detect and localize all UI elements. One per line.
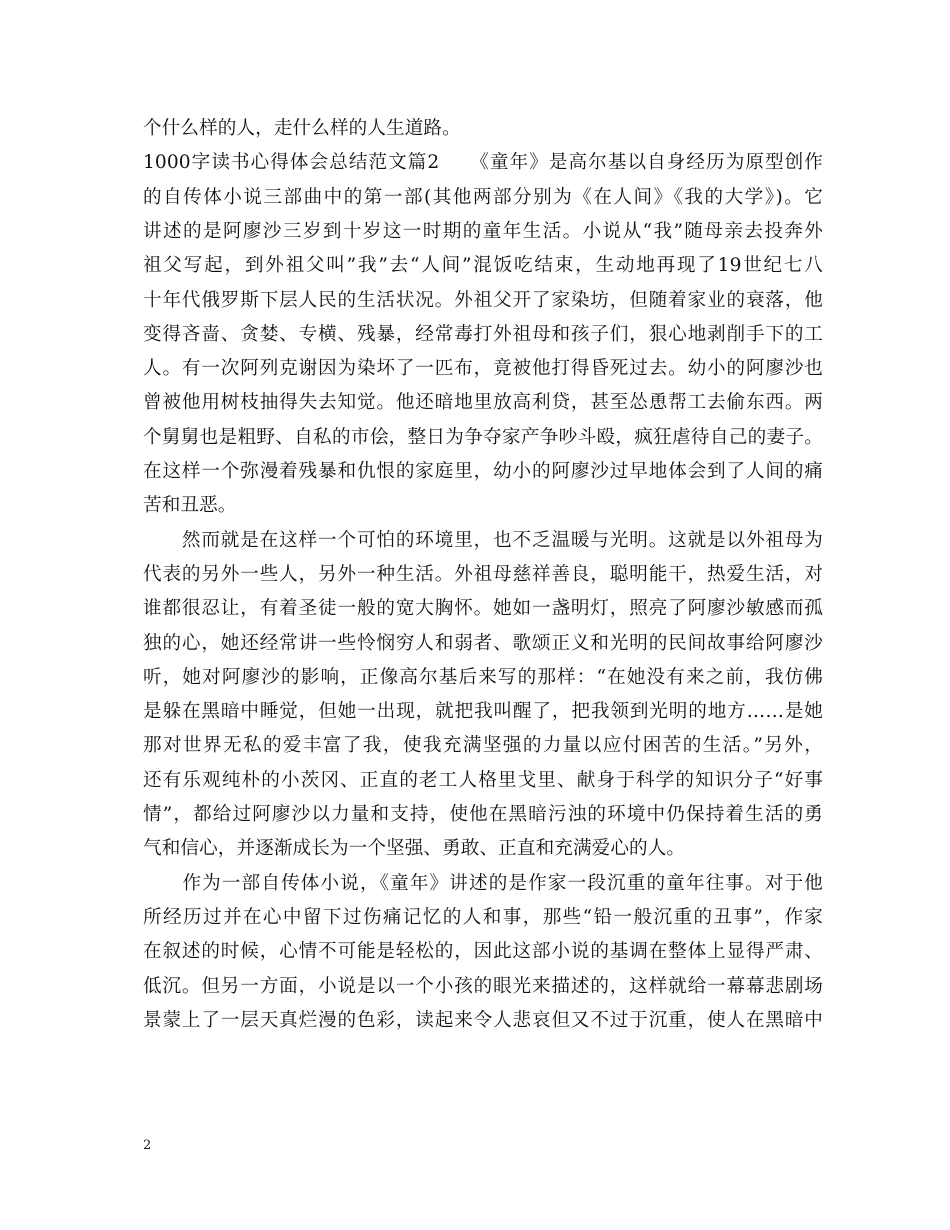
- text-line: 个舅舅也是粗野、自私的市侩，整日为争夺家产争吵斗殴，疯狂虐待自己的妻子。: [143, 426, 823, 448]
- text-line: 独的心，她还经常讲一些怜悯穷人和弱者、歌颂正义和光明的民间故事给阿廖沙: [143, 632, 823, 654]
- text-line: 情”，都给过阿廖沙以力量和支持，使他在黑暗污浊的环境中仍保持着生活的勇: [143, 804, 823, 825]
- text-line: 苦和丑恶。: [143, 495, 237, 517]
- text-line: 代表的另外一些人，另外一种生活。外祖母慈祥善良，聪明能干，热爱生活，对: [143, 563, 823, 585]
- text-line: 那对世界无私的爱丰富了我，使我充满坚强的力量以应付困苦的生活。”另外，: [143, 735, 823, 757]
- text-line: 是躲在黑暗中睡觉，但她一出现，就把我叫醒了，把我领到光明的地方……是她: [143, 701, 823, 723]
- text-line: 个什么样的人，走什么样的人生道路。: [143, 118, 461, 139]
- text-line: 在这样一个弥漫着残暴和仇恨的家庭里，幼小的阿廖沙过早地体会到了人间的痛: [143, 461, 823, 482]
- text-line: 十年代俄罗斯下层人民的生活状况。外祖父开了家染坊，但随着家业的衰落，他: [143, 289, 823, 311]
- text-line: 听，她对阿廖沙的影响，正像高尔基后来写的那样：“在她没有来之前，我仿佛: [143, 666, 823, 688]
- text-line: 祖父写起，到外祖父叫”我”去“人间”混饭吃结束，生动地再现了19世纪七八: [143, 255, 823, 277]
- text-line: 然而就是在这样一个可怕的环境里，也不乏温暖与光明。这就是以外祖母为: [143, 529, 823, 551]
- text-line: 在叙述的时候，心情不可能是轻松的，因此这部小说的基调在整体上显得严肃、: [143, 941, 823, 963]
- text-line: 的自传体小说三部曲中的第一部(其他两部分别为《在人间》《我的大学》)。它: [143, 186, 823, 208]
- text-line: 1000字读书心得体会总结范文篇2 《童年》是高尔基以自身经历为原型创作: [143, 152, 823, 174]
- text-line: 变得吝啬、贪婪、专横、残暴，经常毒打外祖母和孩子们，狠心地剥削手下的工: [143, 323, 823, 345]
- page-number: 2: [143, 1138, 152, 1153]
- text-line: 曾被他用树枝抽得失去知觉。他还暗地里放高利贷，甚至怂恿帮工去偷东西。两: [143, 392, 823, 414]
- text-line: 所经历过并在心中留下过伤痛记忆的人和事，那些“铅一般沉重的丑事”，作家: [143, 906, 823, 928]
- text-line: 谁都很忍让，有着圣徒一般的宽大胸怀。她如一盏明灯，照亮了阿廖沙敏感而孤: [143, 598, 823, 620]
- text-line: 作为一部自传体小说，《童年》讲述的是作家一段沉重的童年往事。对于他: [143, 872, 823, 894]
- text-line: 讲述的是阿廖沙三岁到十岁这一时期的童年生活。小说从“我”随母亲去投奔外: [143, 220, 823, 242]
- text-line: 气和信心，并逐渐成长为一个坚强、勇敢、正直和充满爱心的人。: [143, 838, 686, 860]
- text-line: 景蒙上了一层天真烂漫的色彩，读起来令人悲哀但又不过于沉重，使人在黑暗中: [143, 1009, 823, 1031]
- text-line: 低沉。但另一方面，小说是以一个小孩的眼光来描述的，这样就给一幕幕悲剧场: [143, 975, 823, 997]
- text-line: 人。有一次阿列克谢因为染坏了一匹布，竟被他打得昏死过去。幼小的阿廖沙也: [143, 358, 823, 380]
- text-line: 还有乐观纯朴的小茨冈、正直的老工人格里戈里、献身于科学的知识分子“好事: [143, 769, 823, 791]
